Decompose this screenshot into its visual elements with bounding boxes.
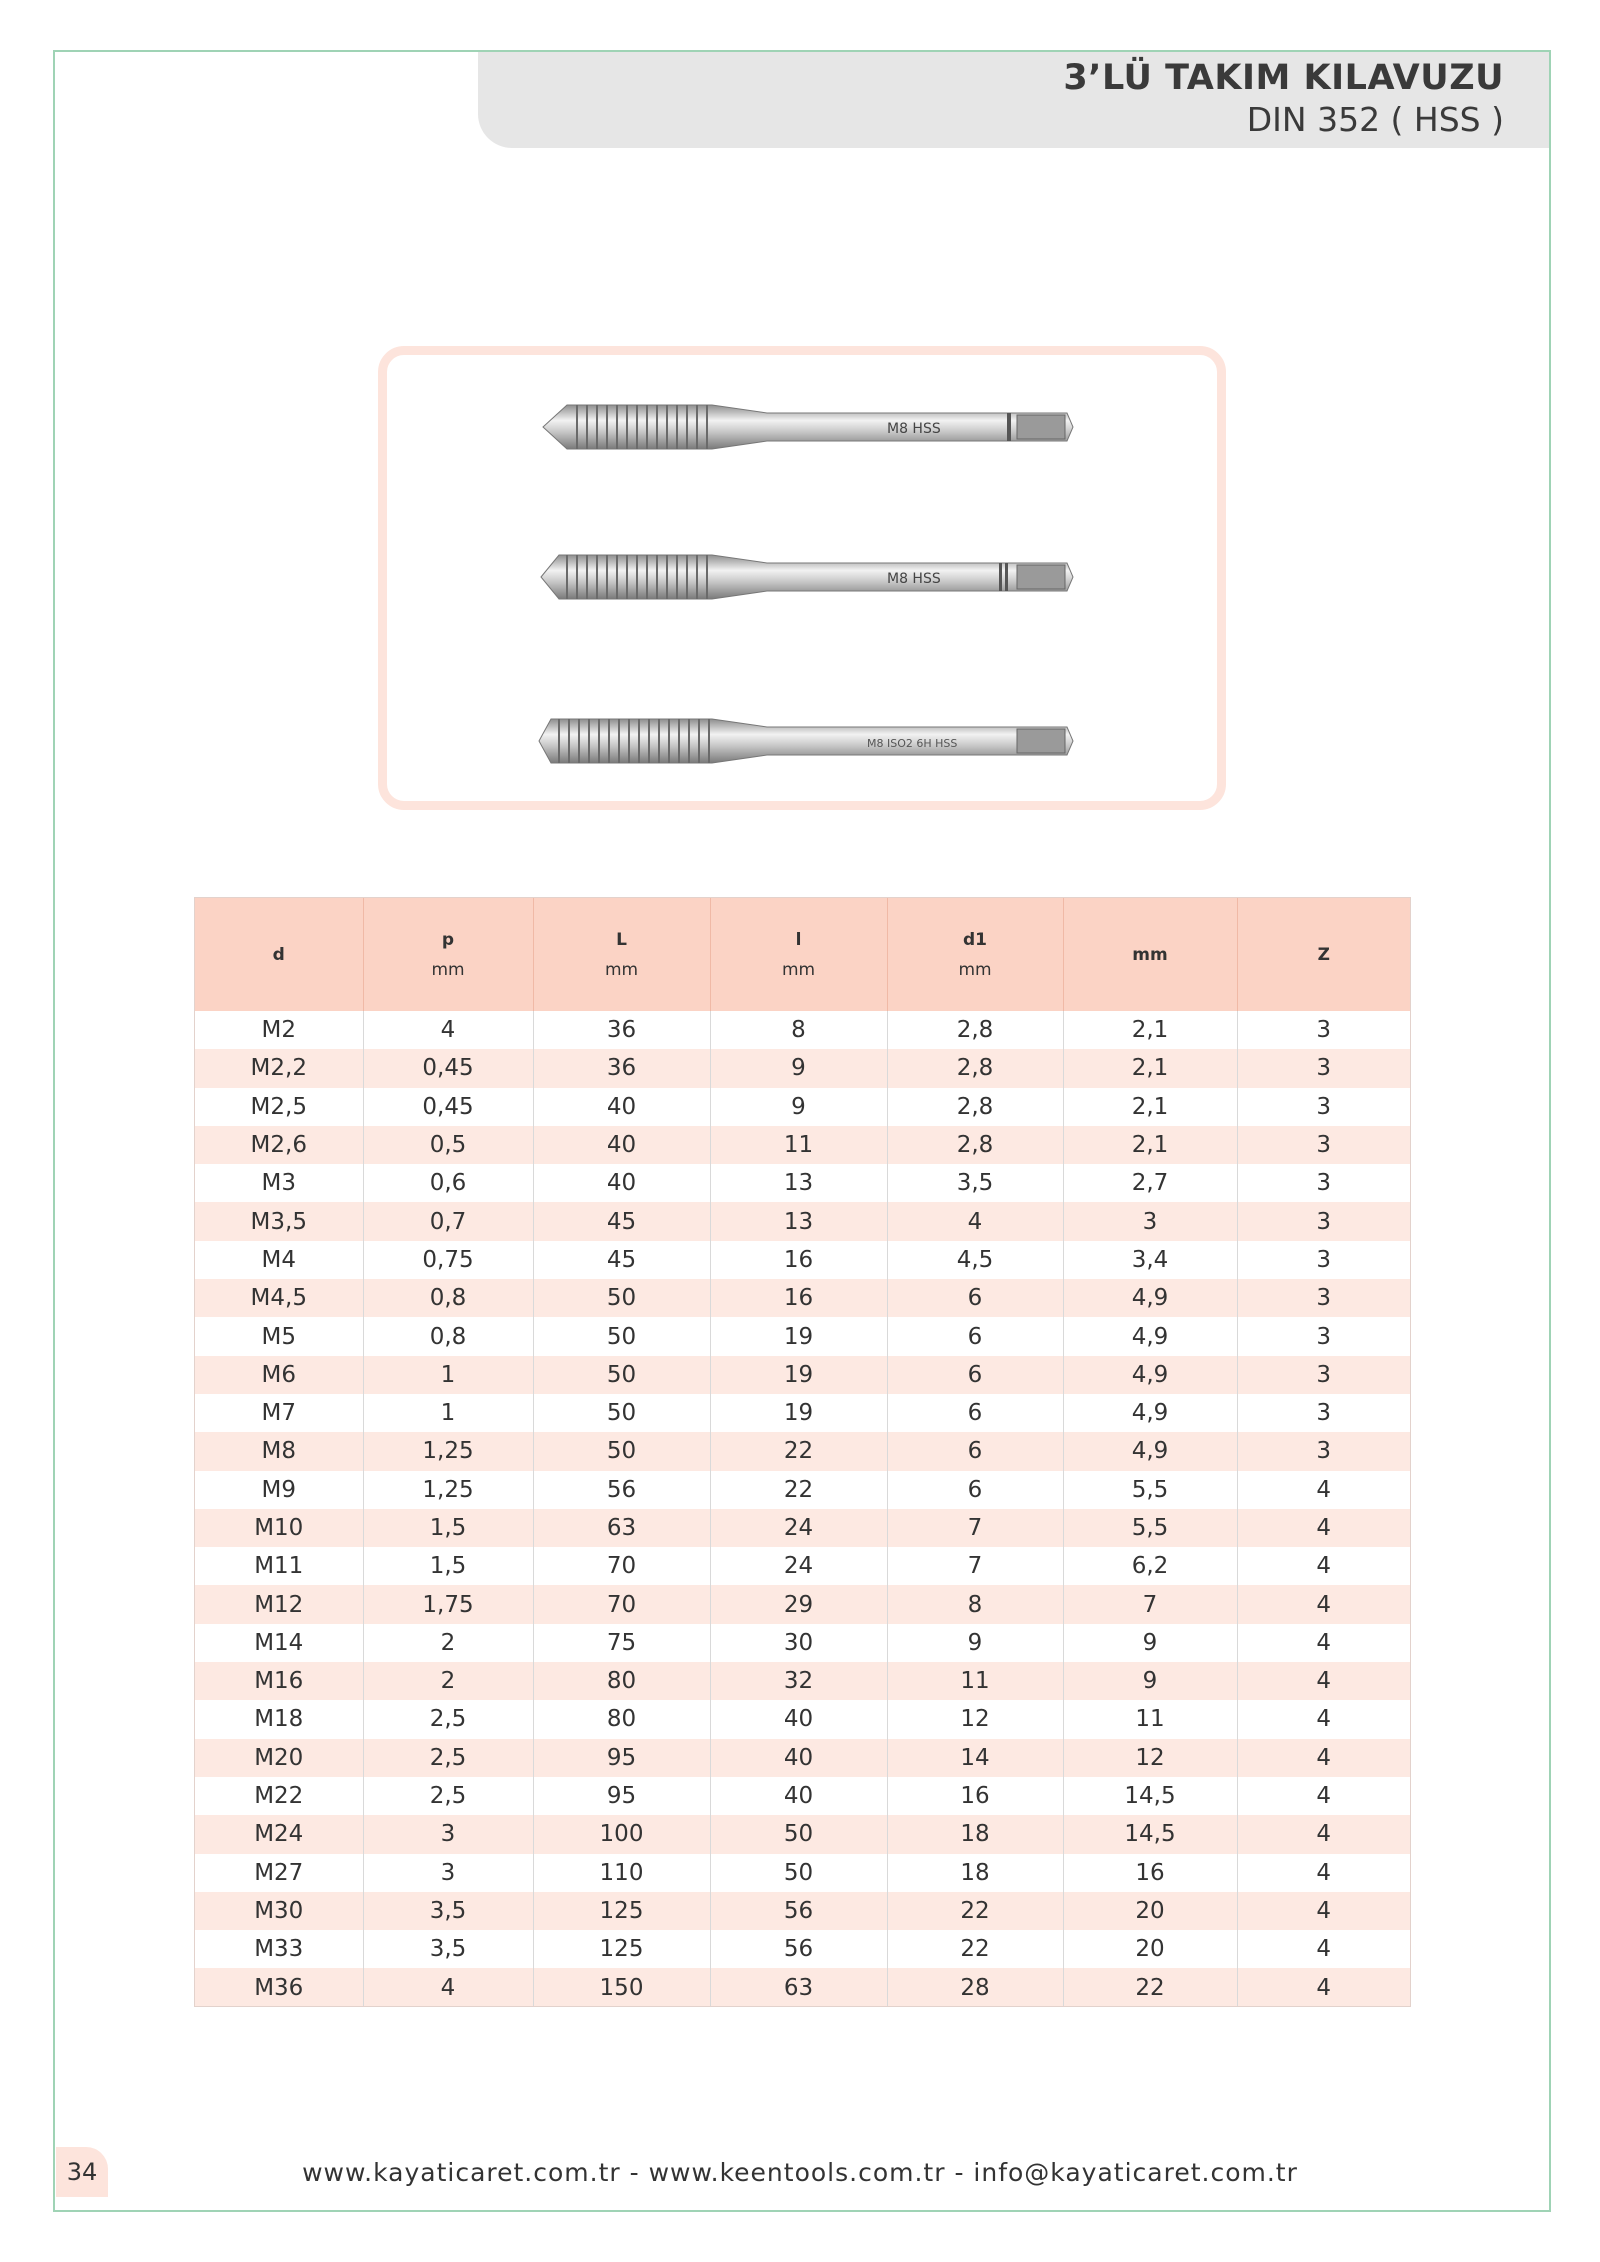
table-cell: 3,5 xyxy=(887,1164,1063,1202)
table-cell: 0,6 xyxy=(363,1164,533,1202)
table-cell: 4 xyxy=(1237,1815,1410,1853)
table-cell: 3 xyxy=(363,1815,533,1853)
table-cell: 4,9 xyxy=(1063,1356,1237,1394)
table-cell: 50 xyxy=(710,1854,887,1892)
table-row xyxy=(195,1049,1410,1087)
table-row xyxy=(195,1892,1410,1930)
table-row xyxy=(195,1394,1410,1432)
table-cell: 32 xyxy=(710,1662,887,1700)
table-cell: 0,45 xyxy=(363,1088,533,1126)
table-cell: 24 xyxy=(710,1547,887,1585)
table-row xyxy=(195,1126,1410,1164)
table-cell: M2 xyxy=(195,1011,363,1049)
table-row xyxy=(195,1968,1410,2006)
table-cell: 4,9 xyxy=(1063,1317,1237,1355)
table-cell: M10 xyxy=(195,1509,363,1547)
table-row xyxy=(195,1739,1410,1777)
table-cell: 4 xyxy=(1237,1585,1410,1623)
table-cell: 19 xyxy=(710,1394,887,1432)
table-row xyxy=(195,1279,1410,1317)
tap-image-bottoming xyxy=(537,705,1077,777)
table-row xyxy=(195,1432,1410,1470)
table-cell: 36 xyxy=(533,1049,710,1087)
col-header-d: d xyxy=(195,898,363,1011)
table-cell: 4,9 xyxy=(1063,1432,1237,1470)
table-cell: 4 xyxy=(1237,1739,1410,1777)
table-cell: 6 xyxy=(887,1317,1063,1355)
table-cell: 6 xyxy=(887,1432,1063,1470)
table-cell: 110 xyxy=(533,1854,710,1892)
table-cell: 3 xyxy=(1237,1126,1410,1164)
table-cell: 4 xyxy=(887,1202,1063,1240)
table-cell: 56 xyxy=(710,1930,887,1968)
table-cell: 4 xyxy=(1237,1892,1410,1930)
table-row xyxy=(195,1662,1410,1700)
table-cell: 56 xyxy=(710,1892,887,1930)
table-cell: 3,5 xyxy=(363,1892,533,1930)
table-cell: 6 xyxy=(887,1279,1063,1317)
tap-marking: M8 HSS xyxy=(887,421,941,437)
col-header-l: l mm xyxy=(710,898,887,1011)
table-cell: 28 xyxy=(887,1968,1063,2006)
table-cell: M7 xyxy=(195,1394,363,1432)
table-cell: 9 xyxy=(710,1049,887,1087)
col-header-mm: mm xyxy=(1063,898,1237,1011)
table-cell: 9 xyxy=(1063,1662,1237,1700)
table-cell: 75 xyxy=(533,1624,710,1662)
table-cell: 4 xyxy=(1237,1930,1410,1968)
table-row xyxy=(195,1624,1410,1662)
table-cell: M16 xyxy=(195,1662,363,1700)
col-header-d1: d1 mm xyxy=(887,898,1063,1011)
table-cell: 22 xyxy=(887,1930,1063,1968)
table-cell: 9 xyxy=(887,1624,1063,1662)
table-cell: 0,45 xyxy=(363,1049,533,1087)
table-cell: M33 xyxy=(195,1930,363,1968)
table-cell: 13 xyxy=(710,1164,887,1202)
table-cell: 4,5 xyxy=(887,1241,1063,1279)
table-cell: 16 xyxy=(710,1241,887,1279)
table-cell: 2 xyxy=(363,1662,533,1700)
table-cell: 11 xyxy=(1063,1700,1237,1738)
table-cell: 40 xyxy=(533,1164,710,1202)
table-cell: 40 xyxy=(533,1088,710,1126)
table-cell: 3,5 xyxy=(363,1930,533,1968)
table-row xyxy=(195,1854,1410,1892)
table-cell: 1,5 xyxy=(363,1547,533,1585)
table-row xyxy=(195,1930,1410,1968)
table-cell: 20 xyxy=(1063,1930,1237,1968)
table-cell: 7 xyxy=(887,1509,1063,1547)
table-cell: 22 xyxy=(1063,1968,1237,2006)
table-cell: 7 xyxy=(887,1547,1063,1585)
table-cell: 50 xyxy=(533,1279,710,1317)
table-cell: M20 xyxy=(195,1739,363,1777)
page-title: 3’LÜ TAKIM KILAVUZU xyxy=(1063,58,1504,98)
tap-image-taper xyxy=(537,391,1077,463)
table-row xyxy=(195,1700,1410,1738)
table-cell: 24 xyxy=(710,1509,887,1547)
table-cell: M22 xyxy=(195,1777,363,1815)
table-cell: 4 xyxy=(1237,1471,1410,1509)
tap-image-intermediate xyxy=(537,541,1077,613)
table-cell: 56 xyxy=(533,1471,710,1509)
table-cell: 14 xyxy=(887,1739,1063,1777)
table-cell: 3 xyxy=(1237,1202,1410,1240)
table-cell: 80 xyxy=(533,1700,710,1738)
table-cell: 2,5 xyxy=(363,1700,533,1738)
table-cell: M30 xyxy=(195,1892,363,1930)
tap-marking: M8 ISO2 6H HSS xyxy=(867,737,958,750)
table-cell: 0,7 xyxy=(363,1202,533,1240)
table-header-row xyxy=(195,898,1410,1011)
table-cell: 19 xyxy=(710,1317,887,1355)
table-cell: 4 xyxy=(1237,1662,1410,1700)
table-cell: 2,1 xyxy=(1063,1011,1237,1049)
table-cell: 4 xyxy=(1237,1700,1410,1738)
table-cell: 50 xyxy=(533,1432,710,1470)
table-cell: 70 xyxy=(533,1585,710,1623)
page-subtitle: DIN 352 ( HSS ) xyxy=(1246,100,1504,139)
table-row xyxy=(195,1164,1410,1202)
table-cell: 3 xyxy=(1237,1164,1410,1202)
table-cell: 3 xyxy=(1237,1432,1410,1470)
table-cell: 22 xyxy=(710,1471,887,1509)
table-cell: 3,4 xyxy=(1063,1241,1237,1279)
table-cell: 14,5 xyxy=(1063,1777,1237,1815)
table-cell: M27 xyxy=(195,1854,363,1892)
table-cell: 7 xyxy=(1063,1585,1237,1623)
table-cell: 4 xyxy=(1237,1624,1410,1662)
table-row xyxy=(195,1471,1410,1509)
table-cell: 3 xyxy=(363,1854,533,1892)
table-cell: M24 xyxy=(195,1815,363,1853)
table-row xyxy=(195,1509,1410,1547)
table-cell: 4,9 xyxy=(1063,1394,1237,1432)
product-photo xyxy=(378,346,1226,810)
table-cell: 125 xyxy=(533,1930,710,1968)
table-cell: 3 xyxy=(1237,1049,1410,1087)
table-cell: 2,5 xyxy=(363,1739,533,1777)
table-row xyxy=(195,1356,1410,1394)
table-cell: 3 xyxy=(1237,1394,1410,1432)
table-cell: 40 xyxy=(710,1700,887,1738)
table-cell: 125 xyxy=(533,1892,710,1930)
footer-contact: www.kayaticaret.com.tr - www.keentools.com.tr - info@kayaticaret.com.tr xyxy=(302,2158,1298,2187)
table-row xyxy=(195,1547,1410,1585)
table-cell: 4 xyxy=(1237,1547,1410,1585)
table-cell: 4 xyxy=(363,1968,533,2006)
table-cell: 29 xyxy=(710,1585,887,1623)
col-header-z: Z xyxy=(1237,898,1410,1011)
table-cell: 50 xyxy=(533,1317,710,1355)
table-cell: 1,25 xyxy=(363,1432,533,1470)
table-cell: 11 xyxy=(887,1662,1063,1700)
table-cell: M3,5 xyxy=(195,1202,363,1240)
table-cell: 19 xyxy=(710,1356,887,1394)
table-cell: 63 xyxy=(710,1968,887,2006)
table-cell: 5,5 xyxy=(1063,1509,1237,1547)
table-row xyxy=(195,1585,1410,1623)
table-cell: 2,5 xyxy=(363,1777,533,1815)
table-cell: 4 xyxy=(363,1011,533,1049)
table-cell: 36 xyxy=(533,1011,710,1049)
table-row xyxy=(195,1815,1410,1853)
table-cell: 1,75 xyxy=(363,1585,533,1623)
table-cell: 40 xyxy=(710,1777,887,1815)
table-cell: 12 xyxy=(887,1700,1063,1738)
table-cell: 3 xyxy=(1237,1088,1410,1126)
table-cell: 8 xyxy=(887,1585,1063,1623)
table-cell: M9 xyxy=(195,1471,363,1509)
table-cell: M18 xyxy=(195,1700,363,1738)
table-cell: M6 xyxy=(195,1356,363,1394)
table-cell: 3 xyxy=(1237,1317,1410,1355)
table-cell: 9 xyxy=(710,1088,887,1126)
table-cell: M2,2 xyxy=(195,1049,363,1087)
table-cell: 2,8 xyxy=(887,1049,1063,1087)
tap-marking: M8 HSS xyxy=(887,571,941,587)
table-cell: M12 xyxy=(195,1585,363,1623)
table-cell: 1 xyxy=(363,1356,533,1394)
table-cell: 40 xyxy=(533,1126,710,1164)
table-cell: 2,1 xyxy=(1063,1126,1237,1164)
table-cell: 4 xyxy=(1237,1777,1410,1815)
table-cell: 0,5 xyxy=(363,1126,533,1164)
table-cell: M4 xyxy=(195,1241,363,1279)
table-cell: 6 xyxy=(887,1356,1063,1394)
table-cell: 45 xyxy=(533,1241,710,1279)
table-cell: 45 xyxy=(533,1202,710,1240)
table-cell: 2,8 xyxy=(887,1011,1063,1049)
table-row xyxy=(195,1777,1410,1815)
table-cell: 22 xyxy=(710,1432,887,1470)
table-cell: 1,5 xyxy=(363,1509,533,1547)
table-cell: 150 xyxy=(533,1968,710,2006)
table-cell: 0,8 xyxy=(363,1279,533,1317)
table-row xyxy=(195,1011,1410,1049)
table-cell: 3 xyxy=(1063,1202,1237,1240)
table-cell: M2,5 xyxy=(195,1088,363,1126)
table-cell: M11 xyxy=(195,1547,363,1585)
table-cell: 2 xyxy=(363,1624,533,1662)
table-cell: 3 xyxy=(1237,1241,1410,1279)
table-row xyxy=(195,1202,1410,1240)
table-cell: M14 xyxy=(195,1624,363,1662)
table-cell: 2,7 xyxy=(1063,1164,1237,1202)
table-cell: 95 xyxy=(533,1777,710,1815)
table-cell: 3 xyxy=(1237,1011,1410,1049)
table-row xyxy=(195,1088,1410,1126)
table-cell: 80 xyxy=(533,1662,710,1700)
table-cell: 6,2 xyxy=(1063,1547,1237,1585)
table-row xyxy=(195,1317,1410,1355)
table-cell: 6 xyxy=(887,1394,1063,1432)
table-cell: 4,9 xyxy=(1063,1279,1237,1317)
table-cell: 4 xyxy=(1237,1509,1410,1547)
table-cell: 1,25 xyxy=(363,1471,533,1509)
table-cell: M4,5 xyxy=(195,1279,363,1317)
table-cell: 11 xyxy=(710,1126,887,1164)
table-cell: 5,5 xyxy=(1063,1471,1237,1509)
table-cell: 1 xyxy=(363,1394,533,1432)
table-cell: 4 xyxy=(1237,1854,1410,1892)
table-cell: 50 xyxy=(533,1356,710,1394)
table-cell: 6 xyxy=(887,1471,1063,1509)
table-cell: 2,8 xyxy=(887,1126,1063,1164)
table-cell: 16 xyxy=(710,1279,887,1317)
table-cell: 2,1 xyxy=(1063,1088,1237,1126)
col-header-p: p mm xyxy=(363,898,533,1011)
table-cell: 16 xyxy=(1063,1854,1237,1892)
table-cell: 0,75 xyxy=(363,1241,533,1279)
table-cell: 20 xyxy=(1063,1892,1237,1930)
table-cell: 9 xyxy=(1063,1624,1237,1662)
table-cell: 2,8 xyxy=(887,1088,1063,1126)
table-cell: 40 xyxy=(710,1739,887,1777)
table-cell: 14,5 xyxy=(1063,1815,1237,1853)
table-cell: 50 xyxy=(533,1394,710,1432)
table-cell: 18 xyxy=(887,1854,1063,1892)
table-cell: 8 xyxy=(710,1011,887,1049)
table-cell: 63 xyxy=(533,1509,710,1547)
table-cell: 16 xyxy=(887,1777,1063,1815)
table-cell: 2,1 xyxy=(1063,1049,1237,1087)
table-cell: 3 xyxy=(1237,1279,1410,1317)
table-cell: M2,6 xyxy=(195,1126,363,1164)
table-cell: 12 xyxy=(1063,1739,1237,1777)
col-header-L: L mm xyxy=(533,898,710,1011)
table-cell: 30 xyxy=(710,1624,887,1662)
table-cell: M8 xyxy=(195,1432,363,1470)
table-cell: 50 xyxy=(710,1815,887,1853)
table-cell: 18 xyxy=(887,1815,1063,1853)
table-row xyxy=(195,1241,1410,1279)
table-cell: 70 xyxy=(533,1547,710,1585)
page-number: 34 xyxy=(56,2147,108,2197)
table-cell: M36 xyxy=(195,1968,363,2006)
table-cell: 22 xyxy=(887,1892,1063,1930)
table-cell: 95 xyxy=(533,1739,710,1777)
table-cell: 4 xyxy=(1237,1968,1410,2006)
table-cell: 13 xyxy=(710,1202,887,1240)
table-cell: M5 xyxy=(195,1317,363,1355)
specification-table xyxy=(195,898,1410,2007)
table-cell: M3 xyxy=(195,1164,363,1202)
table-cell: 100 xyxy=(533,1815,710,1853)
table-cell: 3 xyxy=(1237,1356,1410,1394)
table-cell: 0,8 xyxy=(363,1317,533,1355)
